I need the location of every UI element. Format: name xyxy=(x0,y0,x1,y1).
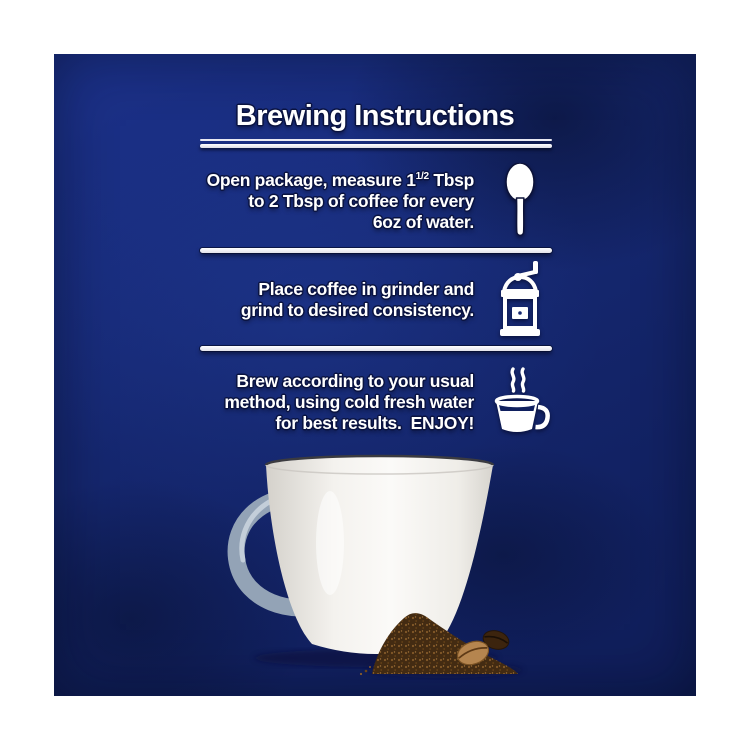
step2-line2: grind to desired consistency. xyxy=(240,300,474,320)
page-title: Brewing Instructions xyxy=(235,100,515,132)
title-underline-thin xyxy=(200,139,552,141)
step-row-measure xyxy=(200,158,552,244)
step3-line1: Brew according to your usual xyxy=(236,370,474,391)
title-underline xyxy=(200,139,552,148)
step-text-brew xyxy=(200,371,488,434)
step-text-grind xyxy=(200,279,488,321)
blue-panel xyxy=(54,54,696,696)
step3-line3: for best results. ENJOY! xyxy=(275,412,474,433)
step1-line1-pre: Open package, measure 1 xyxy=(206,169,416,190)
title-underline-thick xyxy=(200,144,552,148)
step1-line1-post: Tbsp xyxy=(428,169,474,190)
step-row-brew xyxy=(200,356,552,448)
step-row-grind xyxy=(200,258,552,342)
section-divider xyxy=(200,346,552,351)
section-divider xyxy=(200,248,552,253)
step3-line2: method, using cold fresh water xyxy=(224,391,474,412)
step-text-measure xyxy=(200,170,488,233)
step1-line2: to 2 Tbsp of coffee for every xyxy=(248,190,474,211)
step2-line1: Place coffee in grinder and xyxy=(258,279,474,299)
coffee-grinder-icon xyxy=(488,259,552,341)
steaming-cup-icon xyxy=(488,365,552,439)
spoon-icon xyxy=(488,163,552,239)
step1-fraction: 1/2 xyxy=(415,170,429,182)
step1-line3: 6oz of water. xyxy=(372,211,474,232)
coffee-cup-photo xyxy=(266,456,493,654)
product-photo xyxy=(180,448,540,688)
